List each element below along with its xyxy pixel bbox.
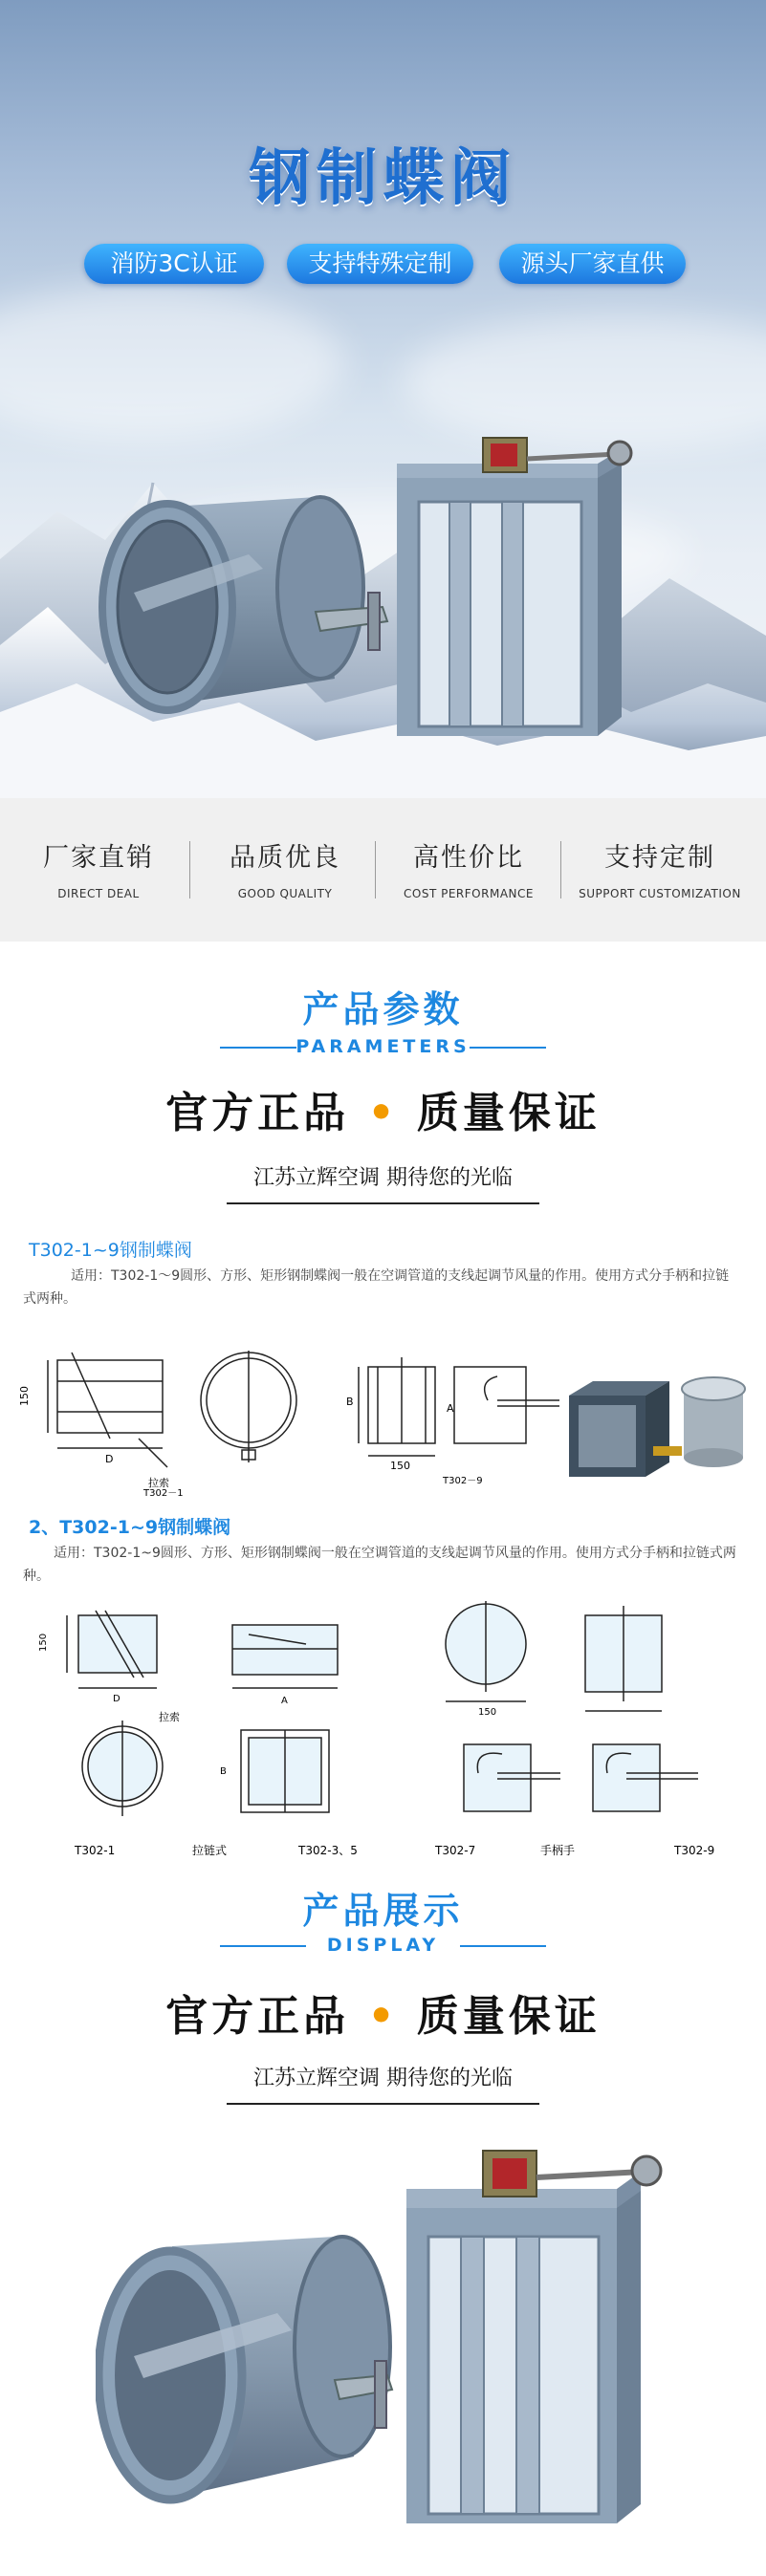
feature-good-quality — [189, 836, 381, 900]
badge-direct-factory: 源头厂家直供 — [499, 244, 686, 284]
slogan-dot: • — [367, 1992, 399, 2041]
pull-cord-label: 拉索 — [159, 1711, 180, 1723]
dim-label: D — [113, 1694, 120, 1704]
spec1-description: 适用：T302-1～9圆形、方形、矩形钢制蝶阀一般在空调管道的支线起调节风量的作用。使用方式分手柄和拉链式两种。 — [23, 1268, 730, 1307]
dim-label: 150 — [390, 1460, 410, 1472]
badge-3c-certified: 消防3C认证 — [84, 244, 264, 284]
slogan-part: 质量保证 — [416, 1992, 601, 2041]
hero-title: 钢制蝶阀 — [249, 143, 517, 214]
params-slogan — [0, 1078, 766, 1139]
model-caption: T302-7 — [435, 1844, 476, 1857]
display-round-damper-image — [96, 2218, 402, 2523]
dim-label: 150 — [38, 1633, 49, 1652]
feature-label: 品质优良 — [230, 843, 340, 873]
dim-label: 150 — [478, 1707, 497, 1718]
model-caption: T302－1 — [143, 1488, 184, 1496]
round-damper-image — [96, 478, 402, 726]
divider — [560, 841, 561, 898]
display-company-box — [227, 2057, 539, 2105]
model-caption: T302－9 — [443, 1476, 483, 1486]
slogan-part: 官方正品 — [165, 1992, 350, 2041]
dim-label: B — [346, 1396, 354, 1408]
display-square-damper-image — [402, 2132, 669, 2533]
dim-label: 150 — [18, 1386, 31, 1406]
model-caption: T302-3、5 — [298, 1844, 358, 1857]
feature-direct-deal — [3, 836, 194, 900]
square-damper-image — [392, 421, 641, 746]
feature-sublabel: COST PERFORMANCE — [404, 887, 534, 900]
spec1-photo-round — [682, 1377, 745, 1467]
display-slogan — [0, 1981, 766, 2043]
model-caption: 拉链式 — [192, 1844, 228, 1857]
slogan-part: 质量保证 — [416, 1089, 601, 1137]
spec2-drawings — [29, 1596, 746, 1864]
dim-label: D — [105, 1453, 114, 1465]
spec2-description: 适用：T302-1~9圆形、方形、矩形钢制蝶阀一般在空调管道的支线起调节风量的作用。使用方式分手柄和拉链式两种。 — [23, 1546, 736, 1584]
params-title-en: PARAMETERS — [295, 1036, 471, 1057]
spec2-title: 2、T302-1~9钢制蝶阀 — [29, 1517, 231, 1538]
feature-label: 高性价比 — [413, 843, 524, 873]
dim-label: A — [447, 1402, 454, 1415]
company-tagline: 江苏立辉空调 期待您的光临 — [253, 1166, 513, 1190]
params-subtitle — [220, 1036, 546, 1059]
feature-sublabel: SUPPORT CUSTOMIZATION — [579, 887, 741, 900]
feature-label: 支持定制 — [604, 843, 715, 873]
model-caption: T302-1 — [75, 1844, 116, 1857]
company-tagline: 江苏立辉空调 期待您的光临 — [253, 2067, 513, 2090]
dim-label: B — [220, 1766, 227, 1777]
display-title: 产品展示 — [302, 1890, 464, 1932]
feature-label: 厂家直销 — [43, 843, 154, 873]
spec1-photo-square — [569, 1381, 682, 1477]
feature-strip — [0, 798, 766, 942]
feature-cost-performance — [373, 836, 564, 900]
params-title: 产品参数 — [302, 988, 464, 1030]
feature-customization — [564, 836, 755, 900]
slogan-part: 官方正品 — [165, 1089, 350, 1137]
pull-cord-label: 拉索 — [148, 1477, 169, 1489]
spec1-drawings — [14, 1343, 751, 1496]
feature-sublabel: DIRECT DEAL — [57, 887, 140, 900]
feature-sublabel: GOOD QUALITY — [237, 887, 333, 900]
badge-custom-support: 支持特殊定制 — [287, 244, 473, 284]
model-caption: T302-9 — [674, 1844, 715, 1857]
spec1-title: T302-1~9钢制蝶阀 — [29, 1240, 192, 1261]
display-title-en: DISPLAY — [326, 1935, 440, 1956]
slogan-dot: • — [367, 1089, 399, 1137]
dim-label: A — [281, 1696, 288, 1706]
params-company-box — [227, 1157, 539, 1204]
display-subtitle — [220, 1935, 546, 1958]
model-caption: 手柄手 — [540, 1844, 576, 1857]
hero-banner — [0, 0, 766, 798]
